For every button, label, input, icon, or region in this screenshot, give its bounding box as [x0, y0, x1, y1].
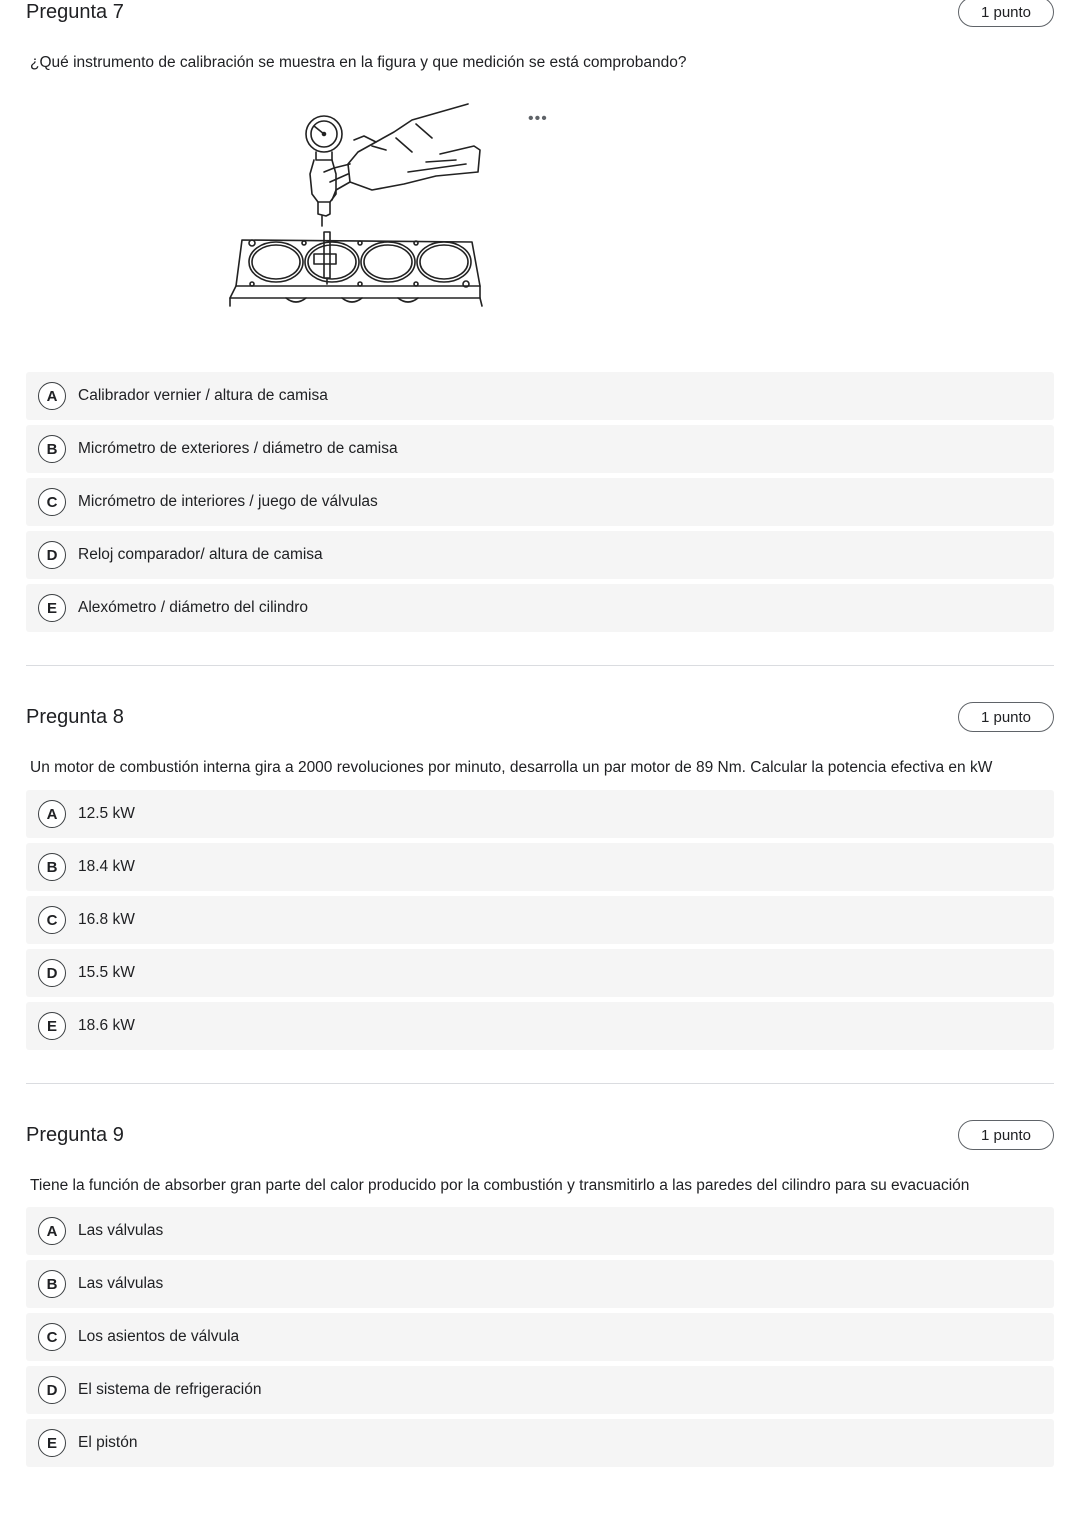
option-text: Reloj comparador/ altura de camisa: [78, 546, 323, 563]
option-text: Alexómetro / diámetro del cilindro: [78, 599, 309, 616]
option-letter: D: [38, 541, 66, 569]
option-letter: E: [38, 1429, 66, 1457]
option-d[interactable]: [26, 1366, 1054, 1414]
option-text: 15.5 kW: [78, 964, 135, 981]
option-letter: B: [38, 1270, 66, 1298]
question-text: Tiene la función de absorber gran parte del calor producido por la combustión y transmitirlo a las paredes del cilindro para su evacuación: [30, 1177, 970, 1194]
option-text: Los asientos de válvula: [78, 1328, 240, 1345]
question-header: [26, 0, 1054, 29]
points-badge: 1 punto: [958, 702, 1054, 732]
option-text: Las válvulas: [78, 1275, 164, 1292]
option-text: 12.5 kW: [78, 805, 135, 822]
option-c[interactable]: [26, 1313, 1054, 1361]
options-list: [26, 372, 1054, 632]
option-text: 18.6 kW: [78, 1017, 135, 1034]
options-list: [26, 1207, 1054, 1467]
option-letter: D: [38, 1376, 66, 1404]
option-letter: B: [38, 435, 66, 463]
question-title: Pregunta 8: [26, 705, 124, 728]
points-badge: 1 punto: [958, 1120, 1054, 1150]
points-badge: 1 punto: [958, 0, 1054, 27]
dial-gauge-figure: [226, 102, 526, 322]
option-a[interactable]: [26, 1207, 1054, 1255]
option-text: Micrómetro de interiores / juego de válvulas: [78, 493, 378, 510]
option-text: Micrómetro de exteriores / diámetro de camisa: [78, 440, 398, 457]
option-e[interactable]: [26, 1419, 1054, 1467]
option-letter: A: [38, 382, 66, 410]
option-c[interactable]: [26, 478, 1054, 526]
question-text: Un motor de combustión interna gira a 2000 revoluciones por minuto, desarrolla un par motor de 89 Nm. Calcular la potencia efectiva en kW: [30, 759, 993, 776]
option-text: 18.4 kW: [78, 858, 135, 875]
question-header: [26, 700, 1054, 734]
option-letter: E: [38, 1012, 66, 1040]
option-a[interactable]: [26, 372, 1054, 420]
option-letter: E: [38, 594, 66, 622]
option-letter: C: [38, 488, 66, 516]
option-letter: B: [38, 853, 66, 881]
option-d[interactable]: [26, 531, 1054, 579]
question-text: ¿Qué instrumento de calibración se muestra en la figura y que medición se está comprobando?: [30, 54, 687, 71]
question-title: Pregunta 7: [26, 0, 124, 23]
question-7: [26, 0, 1054, 632]
option-letter: A: [38, 800, 66, 828]
option-b[interactable]: [26, 843, 1054, 891]
question-header: [26, 1118, 1054, 1152]
more-horizontal-icon[interactable]: •••: [528, 110, 548, 127]
option-e[interactable]: [26, 1002, 1054, 1050]
option-letter: C: [38, 1323, 66, 1351]
section-divider: [26, 1083, 1054, 1084]
option-letter: D: [38, 959, 66, 987]
option-a[interactable]: [26, 790, 1054, 838]
option-c[interactable]: [26, 896, 1054, 944]
question-8: [26, 700, 1054, 1050]
option-text: El pistón: [78, 1434, 138, 1451]
options-list: [26, 790, 1054, 1050]
question-figure: [226, 102, 726, 372]
option-text: El sistema de refrigeración: [78, 1381, 262, 1398]
option-text: Calibrador vernier / altura de camisa: [78, 387, 328, 404]
option-b[interactable]: [26, 1260, 1054, 1308]
option-b[interactable]: [26, 425, 1054, 473]
question-title: Pregunta 9: [26, 1123, 124, 1146]
option-letter: C: [38, 906, 66, 934]
option-e[interactable]: [26, 584, 1054, 632]
section-divider: [26, 665, 1054, 666]
option-text: Las válvulas: [78, 1222, 164, 1239]
option-d[interactable]: [26, 949, 1054, 997]
option-letter: A: [38, 1217, 66, 1245]
option-text: 16.8 kW: [78, 911, 135, 928]
quiz-page: [26, 0, 1054, 1472]
question-9: [26, 1118, 1054, 1467]
